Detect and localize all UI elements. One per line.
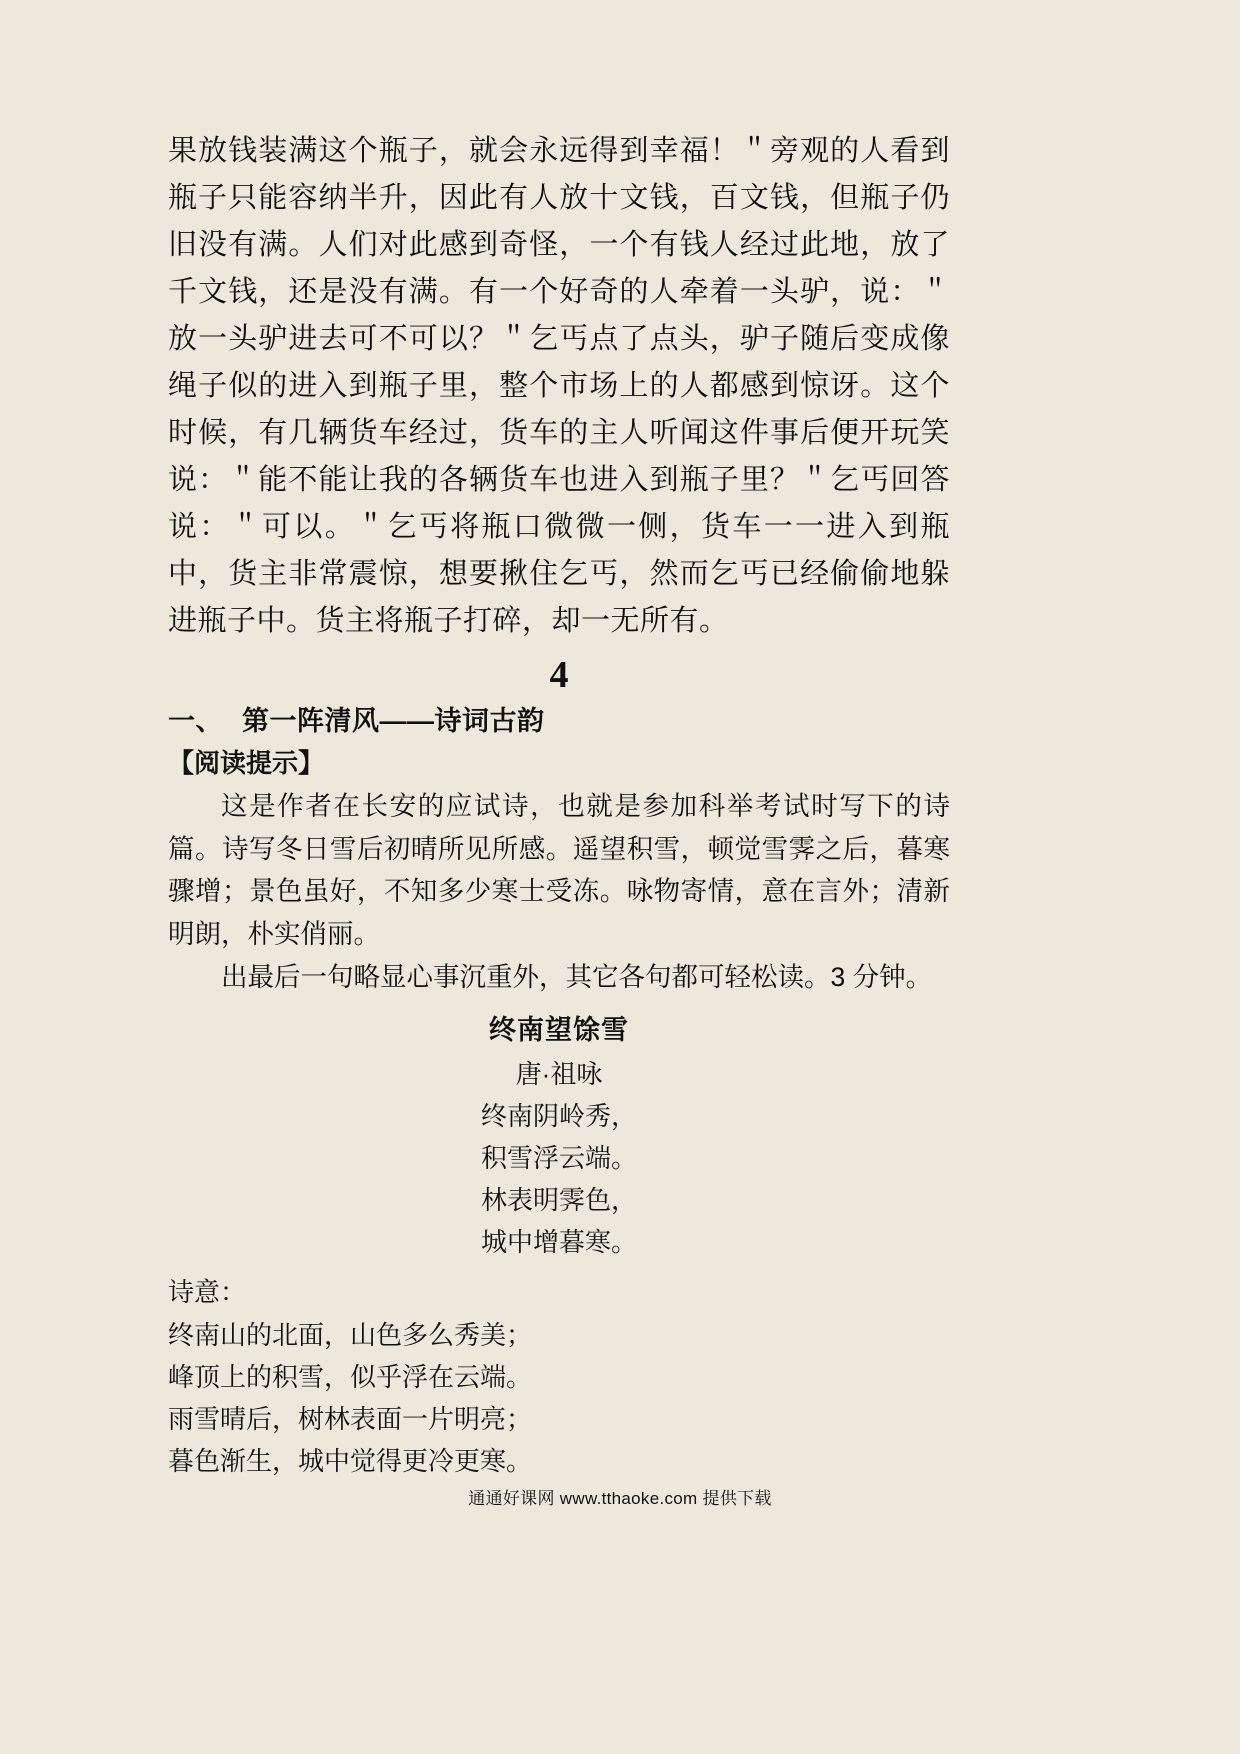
tip-paragraph: 这是作者在长安的应试诗，也就是参加科举考试时写下的诗篇。诗写冬日雪后初晴所见所感。遥望积雪，顿觉雪霁之后，暮寒骤增；景色虽好，不知多少寒士受冻。咏物寄情，意在言外；清新明朗，朴实俏丽。 (168, 790, 950, 950)
page-content (168, 128, 950, 1482)
poem-line: 终南阴岭秀， (480, 1101, 637, 1132)
translation-label: 诗意： (168, 1277, 247, 1308)
translation-line: 雨雪晴后，树林表面一片明亮； (168, 1403, 533, 1434)
poem-line: 城中增暮寒。 (480, 1227, 637, 1258)
section-heading (168, 702, 950, 741)
translation-line: 峰顶上的积雪，似乎浮在云端。 (168, 1361, 533, 1392)
poem-title: 终南望馀雪 (489, 1015, 629, 1046)
section-index: 一、 (168, 706, 223, 737)
poem-author: 唐·祖咏 (515, 1058, 603, 1089)
poem-line: 积雪浮云端。 (480, 1143, 637, 1174)
translation-block (168, 1271, 950, 1482)
reading-tip-label: 【阅读提示】 (168, 747, 325, 778)
poem-line: 林表明霁色， (480, 1185, 637, 1216)
translation-line: 终南山的北面，山色多么秀美； (168, 1319, 533, 1350)
opening-paragraph: 果放钱装满这个瓶子，就会永远得到幸福！＂旁观的人看到瓶子只能容纳半升，因此有人放十文钱，百文钱，但瓶子仍旧没有满。人们对此感到奇怪，一个有钱人经过此地，放了千文钱，还是没有满。有一个好奇的人牵着一头驴，说：＂放一头驴进去可不可以？＂乞丐点了点头，驴子随后变成像绳子似的进入到瓶子里，整个市场上的人都感到惊讶。这个时候，有几辆货车经过，货车的主人听闻这件事后便开玩笑说：＂能不能让我的各辆货车也进入到瓶子里？＂乞丐回答说：＂可以。＂乞丐将瓶口微微一侧，货车一一进入到瓶中，货主非常震惊，想要揪住乞丐，然而乞丐已经偷偷地躲进瓶子中。货主将瓶子打碎，却一无所有。 (168, 135, 950, 637)
tip-paragraph-2: 出最后一句略显心事沉重外，其它各句都可轻松读。3 分钟。 (221, 962, 933, 993)
opening-prose-block (168, 128, 950, 645)
chapter-number: 4 (549, 653, 569, 696)
reading-tip-block (168, 785, 950, 1000)
poem-block (168, 1009, 950, 1263)
translation-line: 暮色渐生，城中觉得更冷更寒。 (168, 1445, 533, 1476)
page-footer: 通通好课网 www.tthaoke.com 提供下载 (468, 1489, 772, 1508)
section-title: 第一阵清风——诗词古韵 (242, 706, 545, 737)
